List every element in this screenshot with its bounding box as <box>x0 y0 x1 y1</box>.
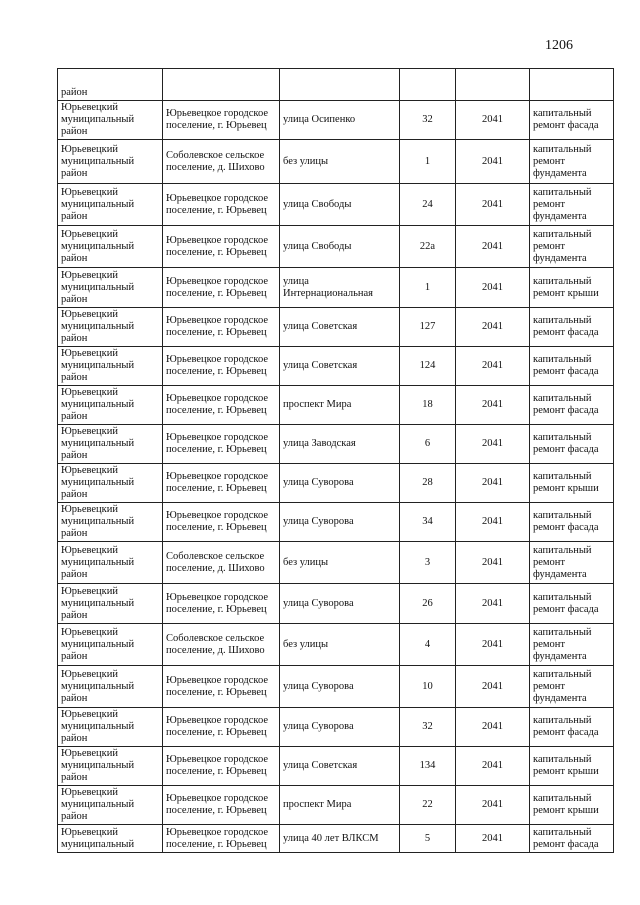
cell-settlement: Юрьевецкое городское поселение, г. Юрьевец <box>163 584 280 624</box>
cell-district: Юрьевецкий муниципальный район <box>58 786 163 825</box>
cell-settlement: Юрьевецкое городское поселение, г. Юрьевец <box>163 308 280 347</box>
table-row <box>58 140 614 184</box>
cell-district: Юрьевецкий муниципальный <box>58 825 163 853</box>
cell-year: 2041 <box>456 101 530 140</box>
cell-year: 2041 <box>456 708 530 747</box>
cell-house: 3 <box>400 542 456 584</box>
cell-work: капитальный ремонт фасада <box>530 708 614 747</box>
cell-year: 2041 <box>456 268 530 308</box>
table-body <box>58 69 614 853</box>
table-row <box>58 786 614 825</box>
cell-district: Юрьевецкий муниципальный район <box>58 666 163 708</box>
cell-year: 2041 <box>456 184 530 226</box>
cell-street: улица Интернациональная <box>280 268 400 308</box>
cell-year: 2041 <box>456 666 530 708</box>
table-row-continuation <box>58 69 614 101</box>
cell-district: район <box>58 69 163 101</box>
cell-house: 134 <box>400 747 456 786</box>
cell-year <box>456 69 530 101</box>
cell-district: Юрьевецкий муниципальный район <box>58 464 163 503</box>
cell-street: улица Суворова <box>280 464 400 503</box>
cell-year: 2041 <box>456 226 530 268</box>
cell-street: улица Осипенко <box>280 101 400 140</box>
cell-work: капитальный ремонт фасада <box>530 101 614 140</box>
cell-work: капитальный ремонт фасада <box>530 386 614 425</box>
cell-settlement: Юрьевецкое городское поселение, г. Юрьевец <box>163 386 280 425</box>
cell-work: капитальный ремонт фасада <box>530 503 614 542</box>
cell-street: без улицы <box>280 624 400 666</box>
table-row <box>58 184 614 226</box>
cell-district: Юрьевецкий муниципальный район <box>58 386 163 425</box>
cell-year: 2041 <box>456 503 530 542</box>
cell-work: капитальный ремонт фундамента <box>530 624 614 666</box>
table-row <box>58 825 614 853</box>
cell-street: без улицы <box>280 140 400 184</box>
cell-year: 2041 <box>456 140 530 184</box>
cell-year: 2041 <box>456 308 530 347</box>
cell-work: капитальный ремонт крыши <box>530 747 614 786</box>
cell-street: улица Советская <box>280 347 400 386</box>
cell-street: проспект Мира <box>280 786 400 825</box>
cell-year: 2041 <box>456 347 530 386</box>
cell-house: 1 <box>400 268 456 308</box>
cell-year: 2041 <box>456 425 530 464</box>
cell-work: капитальный ремонт фасада <box>530 584 614 624</box>
cell-district: Юрьевецкий муниципальный район <box>58 184 163 226</box>
cell-street: проспект Мира <box>280 386 400 425</box>
cell-house: 4 <box>400 624 456 666</box>
cell-year: 2041 <box>456 464 530 503</box>
cell-house: 5 <box>400 825 456 853</box>
cell-settlement <box>163 69 280 101</box>
cell-street: улица 40 лет ВЛКСМ <box>280 825 400 853</box>
cell-settlement: Юрьевецкое городское поселение, г. Юрьевец <box>163 747 280 786</box>
cell-house: 34 <box>400 503 456 542</box>
cell-street: улица Свободы <box>280 184 400 226</box>
cell-house <box>400 69 456 101</box>
cell-settlement: Юрьевецкое городское поселение, г. Юрьевец <box>163 226 280 268</box>
cell-settlement: Соболевское сельское поселение, д. Шихово <box>163 140 280 184</box>
cell-house: 26 <box>400 584 456 624</box>
cell-year: 2041 <box>456 542 530 584</box>
cell-work: капитальный ремонт фундамента <box>530 140 614 184</box>
cell-settlement: Юрьевецкое городское поселение, г. Юрьевец <box>163 184 280 226</box>
cell-house: 22а <box>400 226 456 268</box>
table-row <box>58 268 614 308</box>
table-row <box>58 503 614 542</box>
cell-district: Юрьевецкий муниципальный район <box>58 747 163 786</box>
cell-house: 6 <box>400 425 456 464</box>
table-row <box>58 542 614 584</box>
cell-year: 2041 <box>456 825 530 853</box>
cell-work: капитальный ремонт фундамента <box>530 184 614 226</box>
cell-house: 24 <box>400 184 456 226</box>
cell-district: Юрьевецкий муниципальный район <box>58 268 163 308</box>
cell-street: улица Суворова <box>280 708 400 747</box>
cell-house: 10 <box>400 666 456 708</box>
cell-district: Юрьевецкий муниципальный район <box>58 708 163 747</box>
cell-house: 32 <box>400 101 456 140</box>
cell-settlement: Юрьевецкое городское поселение, г. Юрьевец <box>163 786 280 825</box>
cell-settlement: Юрьевецкое городское поселение, г. Юрьевец <box>163 464 280 503</box>
cell-street: улица Советская <box>280 747 400 786</box>
cell-work: капитальный ремонт фасада <box>530 347 614 386</box>
cell-year: 2041 <box>456 786 530 825</box>
table-row <box>58 584 614 624</box>
cell-settlement: Соболевское сельское поселение, д. Шихово <box>163 542 280 584</box>
cell-settlement: Юрьевецкое городское поселение, г. Юрьевец <box>163 666 280 708</box>
cell-street: улица Советская <box>280 308 400 347</box>
page-number: 1206 <box>545 38 573 53</box>
cell-house: 1 <box>400 140 456 184</box>
cell-house: 127 <box>400 308 456 347</box>
cell-work: капитальный ремонт фундамента <box>530 542 614 584</box>
cell-house: 28 <box>400 464 456 503</box>
cell-work: капитальный ремонт крыши <box>530 464 614 503</box>
cell-year: 2041 <box>456 584 530 624</box>
cell-work: капитальный ремонт фундамента <box>530 226 614 268</box>
cell-work: капитальный ремонт фасада <box>530 308 614 347</box>
table-row <box>58 425 614 464</box>
cell-work: капитальный ремонт фундамента <box>530 666 614 708</box>
cell-settlement: Юрьевецкое городское поселение, г. Юрьевец <box>163 503 280 542</box>
cell-house: 32 <box>400 708 456 747</box>
cell-year: 2041 <box>456 747 530 786</box>
cell-house: 18 <box>400 386 456 425</box>
cell-settlement: Юрьевецкое городское поселение, г. Юрьевец <box>163 708 280 747</box>
cell-street <box>280 69 400 101</box>
cell-year: 2041 <box>456 386 530 425</box>
cell-street: улица Свободы <box>280 226 400 268</box>
cell-district: Юрьевецкий муниципальный район <box>58 140 163 184</box>
table-row <box>58 747 614 786</box>
cell-settlement: Юрьевецкое городское поселение, г. Юрьевец <box>163 425 280 464</box>
table-row <box>58 708 614 747</box>
table-row <box>58 624 614 666</box>
cell-year: 2041 <box>456 624 530 666</box>
cell-district: Юрьевецкий муниципальный район <box>58 542 163 584</box>
cell-district: Юрьевецкий муниципальный район <box>58 226 163 268</box>
cell-street: улица Суворова <box>280 666 400 708</box>
repair-schedule-table <box>57 68 614 853</box>
table-row <box>58 347 614 386</box>
cell-house: 124 <box>400 347 456 386</box>
cell-settlement: Юрьевецкое городское поселение, г. Юрьевец <box>163 268 280 308</box>
cell-district: Юрьевецкий муниципальный район <box>58 308 163 347</box>
table-row <box>58 666 614 708</box>
table-row <box>58 386 614 425</box>
table-row <box>58 226 614 268</box>
cell-work: капитальный ремонт крыши <box>530 786 614 825</box>
cell-street: улица Суворова <box>280 584 400 624</box>
cell-settlement: Юрьевецкое городское поселение, г. Юрьевец <box>163 825 280 853</box>
cell-district: Юрьевецкий муниципальный район <box>58 347 163 386</box>
cell-work: капитальный ремонт крыши <box>530 268 614 308</box>
cell-work: капитальный ремонт фасада <box>530 825 614 853</box>
cell-work <box>530 69 614 101</box>
cell-settlement: Соболевское сельское поселение, д. Шихово <box>163 624 280 666</box>
cell-district: Юрьевецкий муниципальный район <box>58 503 163 542</box>
table-row <box>58 101 614 140</box>
cell-settlement: Юрьевецкое городское поселение, г. Юрьевец <box>163 347 280 386</box>
cell-district: Юрьевецкий муниципальный район <box>58 584 163 624</box>
table-row <box>58 308 614 347</box>
cell-settlement: Юрьевецкое городское поселение, г. Юрьевец <box>163 101 280 140</box>
cell-district: Юрьевецкий муниципальный район <box>58 101 163 140</box>
cell-street: улица Суворова <box>280 503 400 542</box>
cell-street: улица Заводская <box>280 425 400 464</box>
table-row <box>58 464 614 503</box>
cell-district: Юрьевецкий муниципальный район <box>58 624 163 666</box>
cell-district: Юрьевецкий муниципальный район <box>58 425 163 464</box>
cell-house: 22 <box>400 786 456 825</box>
cell-work: капитальный ремонт фасада <box>530 425 614 464</box>
cell-street: без улицы <box>280 542 400 584</box>
